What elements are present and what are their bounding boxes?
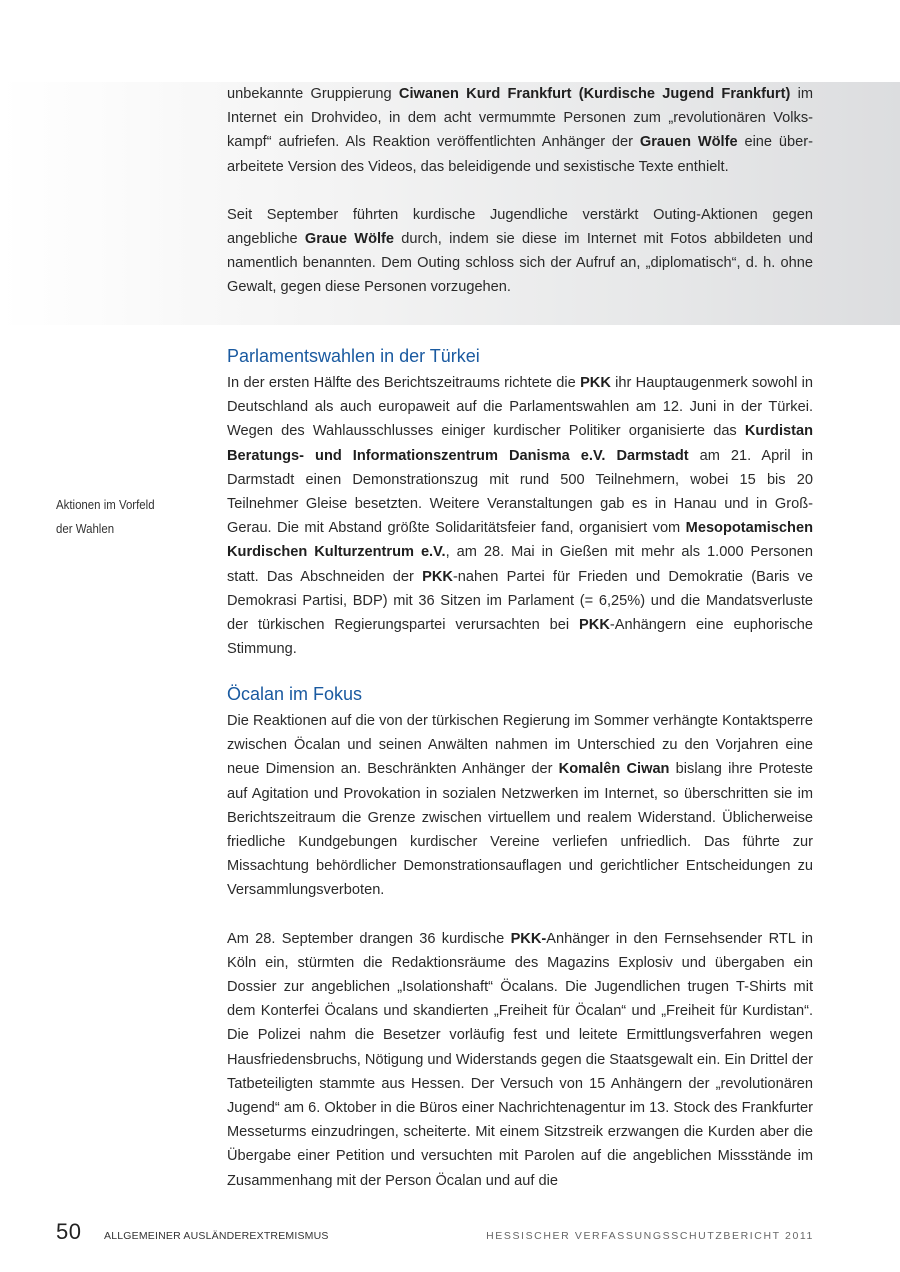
footer-publication-title: HESSISCHER VERFASSUNGSSCHUTZBERICHT 2011 <box>486 1230 814 1242</box>
margin-note-line: der Wahlen <box>56 521 115 536</box>
bold-term: PKK <box>579 617 610 634</box>
bold-term: PKK <box>422 568 453 585</box>
bold-term: PKK <box>580 375 611 391</box>
text-run: In der ersten Hälfte des Berichtszeitraums richtete die <box>227 375 581 391</box>
text-run: eine überarbeitete Version des Videos, das beleidigende und sexistische Texte enthielt. <box>227 134 813 175</box>
text-run: -Anhängern eine euphorische Stimmung. <box>227 617 814 658</box>
text-run: am 21. April in Darmstadt einen Demonstrationszug mit rund 500 Teilnehmern, wobei 15 bis 20 Teilnehmer Gleise besetzten. Weitere Veranstaltungen gab es in Hanau und in Groß-Gerau. Die mit Abstand größte Solidaritätsfeier fand, organisiert vom <box>227 447 813 537</box>
bold-term: Komalên Ciwan <box>558 761 670 778</box>
bold-term: Kurdistan Beratungs- und Informationszentrum Danisma e.V. Darmstadt <box>227 423 813 464</box>
footer-section-title: ALLGEMEINER AUSLÄNDEREXTREMISMUS <box>104 1230 329 1242</box>
bold-term: Ciwanen Kurd Frankfurt (Kurdische Jugend Frankfurt) <box>398 86 791 102</box>
text-run: , am 28. Mai in Gießen mit mehr als 1.000 Personen statt. Das Abschneiden der <box>227 544 814 585</box>
section-heading-oecalan: Öcalan im Fokus <box>227 684 363 704</box>
continued-text-block <box>227 82 813 300</box>
text-run: -nahen Partei für Frieden und Demokratie (Baris ve Demokrasi Partisi, BDP) mit 36 Sitzen im Parlament (= 6,25%) und die Mandatsverluste der türkischen Regierungspartei verursachten bei <box>227 568 813 634</box>
text-run: unbekannte Gruppierung <box>227 86 399 102</box>
text-run: bislang ihre Proteste auf Agitation und Provokation in sozialen Netzwerken im Internet, so überschritten sie im Berichtszeitraum die Grenze zwischen virtuellem und realem Widerstand. Üblicherweise friedliche Kundgebungen kurdischer Vereine verliefen unfriedlich. Das führte zur Missachtung behördlicher Demonstrationsauflagen und gerichtlicher Entscheidungen zu Versammlungsverboten. <box>227 761 813 899</box>
section-text-parlamentswahlen <box>227 371 813 661</box>
paragraph <box>227 203 813 300</box>
text-run: ihr Hauptaugenmerk sowohl in Deutschland als auch europaweit auf die Parlamentswahlen am 12. Juni in der Türkei. Wegen des Wahlausschlusses einiger kurdischer Politiker organisierte das <box>227 375 813 440</box>
text-run: Am 28. September drangen 36 kurdische <box>227 930 511 947</box>
paragraph <box>227 371 813 661</box>
section-text-oecalan <box>227 709 813 1193</box>
margin-note <box>56 493 188 541</box>
bold-term: Grauen Wölfe <box>639 134 738 151</box>
bold-term: Graue Wölfe <box>304 231 395 248</box>
paragraph <box>227 82 813 179</box>
margin-note-line: Aktionen im Vorfeld <box>56 497 155 512</box>
page-number: 50 <box>56 1219 82 1244</box>
bold-term: PKK- <box>510 930 547 947</box>
text-run: im Internet ein Drohvideo, in dem acht vermummte Personen zum „revolutionären Volkskampf“ aufriefen. Als Reaktion veröffentlichten Anhänger der <box>227 86 813 151</box>
text-run: durch, indem sie diese im Internet mit Fotos abbildeten und namentlich benannten. Dem Outing schloss sich der Aufruf an, „diplomatisch“, d. h. ohne Gewalt, gegen diese Personen vorzugehen. <box>227 231 813 296</box>
text-run: Seit September führten kurdische Jugendliche verstärkt Outing-Aktionen gegen angebliche <box>227 206 813 248</box>
bold-term: Mesopotamischen Kurdischen Kulturzentrum e.V. <box>227 520 813 561</box>
section-heading-parlamentswahlen: Parlamentswahlen in der Türkei <box>227 346 480 366</box>
paragraph <box>227 709 813 903</box>
text-run: Anhänger in den Fernsehsender RTL in Köln ein, stürmten die Redaktionsräume des Magazins Explosiv und übergaben ein Dossier zur angeblichen „Isolationshaft“ Öcalans. Die Jugendlichen trugen T-Shirts mit dem Konterfei Öcalans und skandierten „Freiheit für Öcalan“ und „Freiheit für Kurdistan“. Die Polizei nahm die Besetzer vorläufig fest und leitete Ermittlungsverfahren wegen Hausfriedensbruchs, Nötigung und Widerstands gegen die Staatsgewalt ein. Ein Drittel der Tatbeteiligten stammte aus Hessen. Der Versuch von 15 Anhängern der „revolutionären Jugend“ am 6. Oktober in die Büros einer Nachrichtenagentur im 13. Stock des Frankfurter Messeturms einzudringen, scheiterte. Mit einem Sitzstreik erzwangen die Kurden aber die Übergabe einer Petition und versuchten mit Parolen auf die angeblichen Missstände im Zusammenhang mit der Person Öcalan und auf die <box>227 930 813 1189</box>
paragraph <box>227 927 813 1193</box>
text-run: Die Reaktionen auf die von der türkischen Regierung im Sommer verhängte Kontaktsperre zwischen Öcalan und seinen Anwälten nahmen im Unterschied zu den Vorjahren eine neue Dimension an. Beschränkten Anhänger der <box>227 713 813 778</box>
